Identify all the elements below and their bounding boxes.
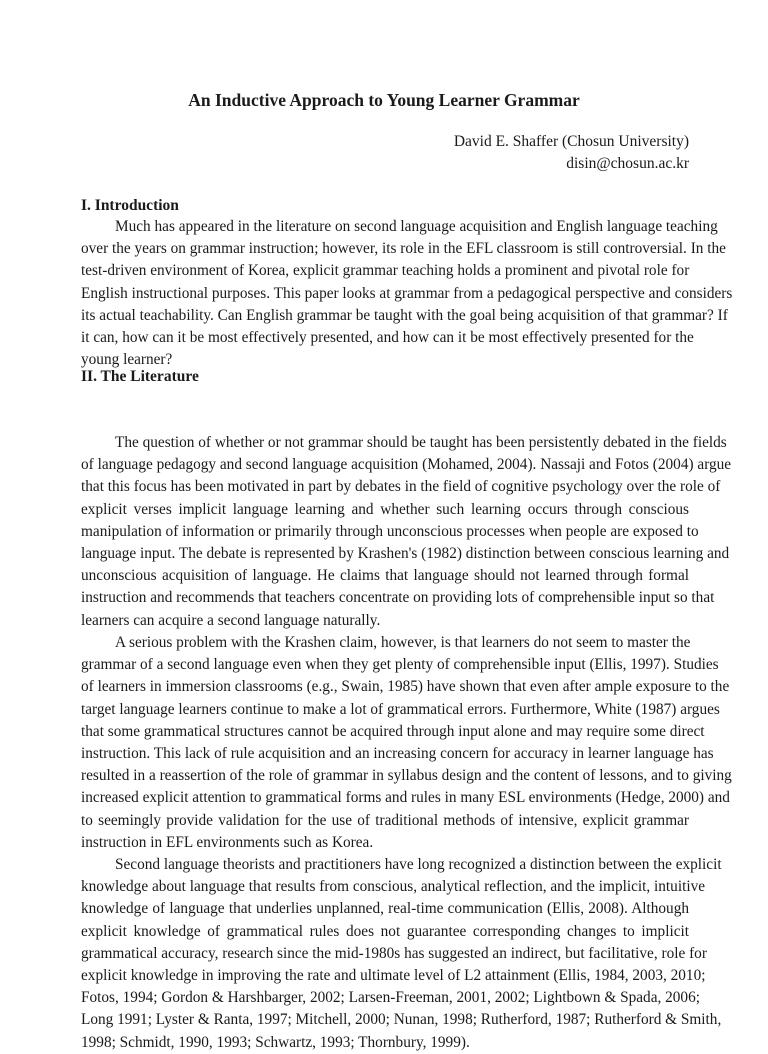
paragraph-line: over the years on grammar instruction; however, its role in the EFL classroom is still controversial. In the [81, 240, 726, 258]
paragraph-line: of learners in immersion classrooms (e.g., Swain, 1985) have shown that even after ample exposure to the [81, 678, 730, 696]
paragraph-line: it can, how can it be most effectively presented, and how can it be most effectively presented for the [81, 329, 694, 347]
paragraph-line: test-driven environment of Korea, explicit grammar teaching holds a prominent and pivotal role for [81, 262, 690, 280]
paragraph-line: resulted in a reassertion of the role of grammar in syllabus design and the content of lessons, and to giving [81, 767, 732, 785]
paragraph-line: learners can acquire a second language naturally. [81, 611, 381, 629]
paragraph-line: instruction in EFL environments such as Korea. [81, 833, 374, 851]
paragraph-line: instruction and recommends that teachers concentrate on providing lots of comprehensible input so that [81, 589, 715, 607]
paragraph-line: English instructional purposes. This paper looks at grammar from a pedagogical perspective and considers [81, 284, 733, 302]
paragraph-line: that some grammatical structures cannot be acquired through input alone and may require some direct [81, 722, 705, 740]
paragraph-line: explicit knowledge of grammatical rules does not guarantee corresponding changes to implicit [81, 922, 689, 940]
literature-paragraph-2 [81, 632, 732, 854]
paragraph-line: unconscious acquisition of language. He claims that language should not learned through formal [81, 567, 689, 585]
document-title: An Inductive Approach to Young Learner Grammar [188, 90, 580, 110]
section-heading-introduction: I. Introduction [81, 197, 179, 214]
paragraph-line: Much has appeared in the literature on second language acquisition and English language teaching [115, 218, 718, 235]
author-email: disin@chosun.ac.kr [566, 155, 689, 172]
paragraph-line: its actual teachability. Can English grammar be taught with the goal being acquisition of that grammar? If [81, 306, 728, 324]
paragraph-line: Long 1991; Lyster & Ranta, 1997; Mitchell, 2000; Nunan, 1998; Rutherford, 1987; Rutherford & Smith, [81, 1011, 722, 1029]
paragraph-line: grammar of a second language even when they get plenty of comprehensible input (Ellis, 1997). Studies [81, 656, 719, 674]
paragraph-line: knowledge of language that underlies unplanned, real-time communication (Ellis, 2008). Although [81, 900, 689, 918]
paragraph-line: A serious problem with the Krashen claim, however, is that learners do not seem to master the [115, 634, 691, 651]
paragraph-line: language input. The debate is represented by Krashen's (1982) distinction between conscious learning and [81, 545, 730, 563]
paragraph-line: The question of whether or not grammar should be taught has been persistently debated in the fields [115, 434, 727, 451]
paragraph-line: to seemingly provide validation for the use of traditional methods of intensive, explicit grammar [81, 811, 689, 829]
author-name: David E. Shaffer (Chosun University) [453, 133, 689, 150]
paragraph-line: instruction. This lack of rule acquisition and an increasing concern for accuracy in learner language has [81, 745, 714, 763]
paragraph-line: that this focus has been motivated in part by debates in the field of cognitive psychology over the role of [81, 478, 721, 496]
paragraph-line: target language learners continue to make a lot of grammatical errors. Furthermore, White (1987) argues [81, 700, 720, 718]
paragraph-line: explicit verses implicit language learning and whether such learning occurs through conscious [81, 500, 689, 518]
paragraph-line: Fotos, 1994; Gordon & Harshbarger, 2002; Larsen-Freeman, 2001, 2002; Lightbown & Spada, 2006; [81, 989, 700, 1007]
paragraph-line: grammatical accuracy, research since the mid-1980s has suggested an indirect, but facilitative, role for [81, 944, 707, 962]
section-heading-literature: II. The Literature [81, 368, 199, 385]
paragraph-line: Second language theorists and practitioners have long recognized a distinction between the explicit [115, 856, 722, 873]
intro-paragraph [81, 216, 733, 371]
paragraph-line: 1998; Schmidt, 1990, 1993; Schwartz, 1993; Thornbury, 1999). [81, 1033, 470, 1051]
paragraph-line: young learner? [81, 351, 173, 369]
paragraph-line: of language pedagogy and second language acquisition (Mohamed, 2004). Nassaji and Fotos (2004) argue [81, 456, 732, 474]
literature-paragraph-1 [81, 432, 732, 632]
paragraph-line: knowledge about language that results from conscious, analytical reflection, and the implicit, intuitive [81, 878, 706, 896]
paragraph-line: manipulation of information or primarily through unconscious processes when people are exposed to [81, 522, 699, 540]
paragraph-line: explicit knowledge in improving the rate and ultimate level of L2 attainment (Ellis, 1984, 2003, 2010; [81, 967, 706, 985]
paragraph-line: increased explicit attention to grammatical forms and rules in many ESL environments (Hedge, 2000) and [81, 789, 730, 807]
